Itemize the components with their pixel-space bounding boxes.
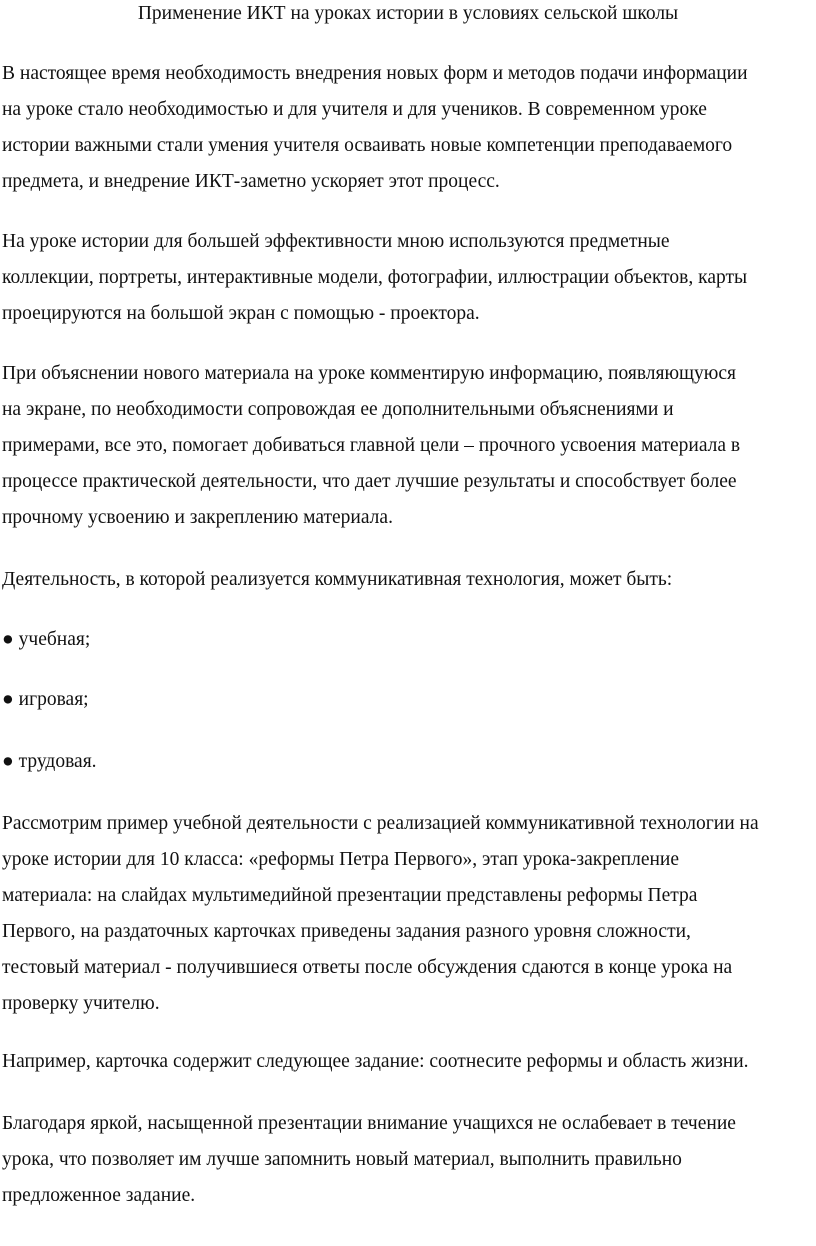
text-line: Например, карточка содержит следующее задание: соотнесите реформы и область жизни. xyxy=(2,1051,749,1072)
text-line: примерами, все это, помогает добиваться главной цели – прочного усвоения материала в xyxy=(2,435,741,456)
text-line: материала: на слайдах мультимедийной презентации представлены реформы Петра xyxy=(2,885,698,906)
text-line: на уроке стало необходимостью и для учителя и для учеников. В современном уроке xyxy=(2,99,707,120)
paragraph-example xyxy=(2,806,816,1022)
bullet-item-educational xyxy=(2,622,816,658)
paragraph-conclusion xyxy=(2,1106,816,1214)
text-line: процессе практической деятельности, что дает лучшие результаты и способствует более xyxy=(2,471,737,492)
paragraph-card-task xyxy=(2,1044,816,1080)
text-line: В настоящее время необходимость внедрения новых форм и методов подачи информации xyxy=(2,63,748,84)
text-line: ● трудовая. xyxy=(2,751,97,772)
text-line: предложенное задание. xyxy=(2,1185,196,1206)
document-title: Применение ИКТ на уроках истории в условиях сельской школы xyxy=(137,3,679,24)
text-line: уроке истории для 10 класса: «реформы Петра Первого», этап урока-закрепление xyxy=(2,849,679,870)
text-line: Первого, на раздаточных карточках приведены задания разного уровня сложности, xyxy=(2,921,691,942)
text-line: Деятельность, в которой реализуется коммуникативная технология, может быть: xyxy=(2,569,673,590)
text-line: истории важными стали умения учителя осваивать новые компетенции преподаваемого xyxy=(2,135,733,156)
text-line: При объяснении нового материала на уроке комментирую информацию, появляющуюся xyxy=(2,363,736,384)
text-line: прочному усвоению и закреплению материала. xyxy=(2,507,393,528)
paragraph-activity xyxy=(2,562,816,598)
paragraph-collections xyxy=(2,224,816,332)
text-line: тестовый материал - получившиеся ответы после обсуждения сдаются в конце урока на xyxy=(2,957,733,978)
text-line: Благодаря яркой, насыщенной презентации внимание учащихся не ослабевает в течение xyxy=(2,1113,736,1134)
text-line: коллекции, портреты, интерактивные модели, фотографии, иллюстрации объектов, карты xyxy=(2,267,748,288)
bullet-item-game xyxy=(2,682,816,718)
text-line: проецируются на большой экран с помощью - проектора. xyxy=(2,303,480,324)
text-line: на экране, по необходимости сопровождая ее дополнительными объяснениями и xyxy=(2,399,674,420)
text-line: предмета, и внедрение ИКТ-заметно ускоряет этот процесс. xyxy=(2,171,500,192)
text-line: урока, что позволяет им лучше запомнить новый материал, выполнить правильно xyxy=(2,1149,682,1170)
text-line: проверку учителю. xyxy=(2,993,160,1014)
paragraph-intro xyxy=(2,56,816,200)
text-line: ● игровая; xyxy=(2,689,89,710)
text-line: Рассмотрим пример учебной деятельности с реализацией коммуникативной технологии на xyxy=(2,813,759,834)
paragraph-explanation xyxy=(2,356,816,536)
text-line: На уроке истории для большей эффективности мною используются предметные xyxy=(2,231,670,252)
text-line: ● учебная; xyxy=(2,629,91,650)
bullet-item-labor xyxy=(2,744,816,780)
